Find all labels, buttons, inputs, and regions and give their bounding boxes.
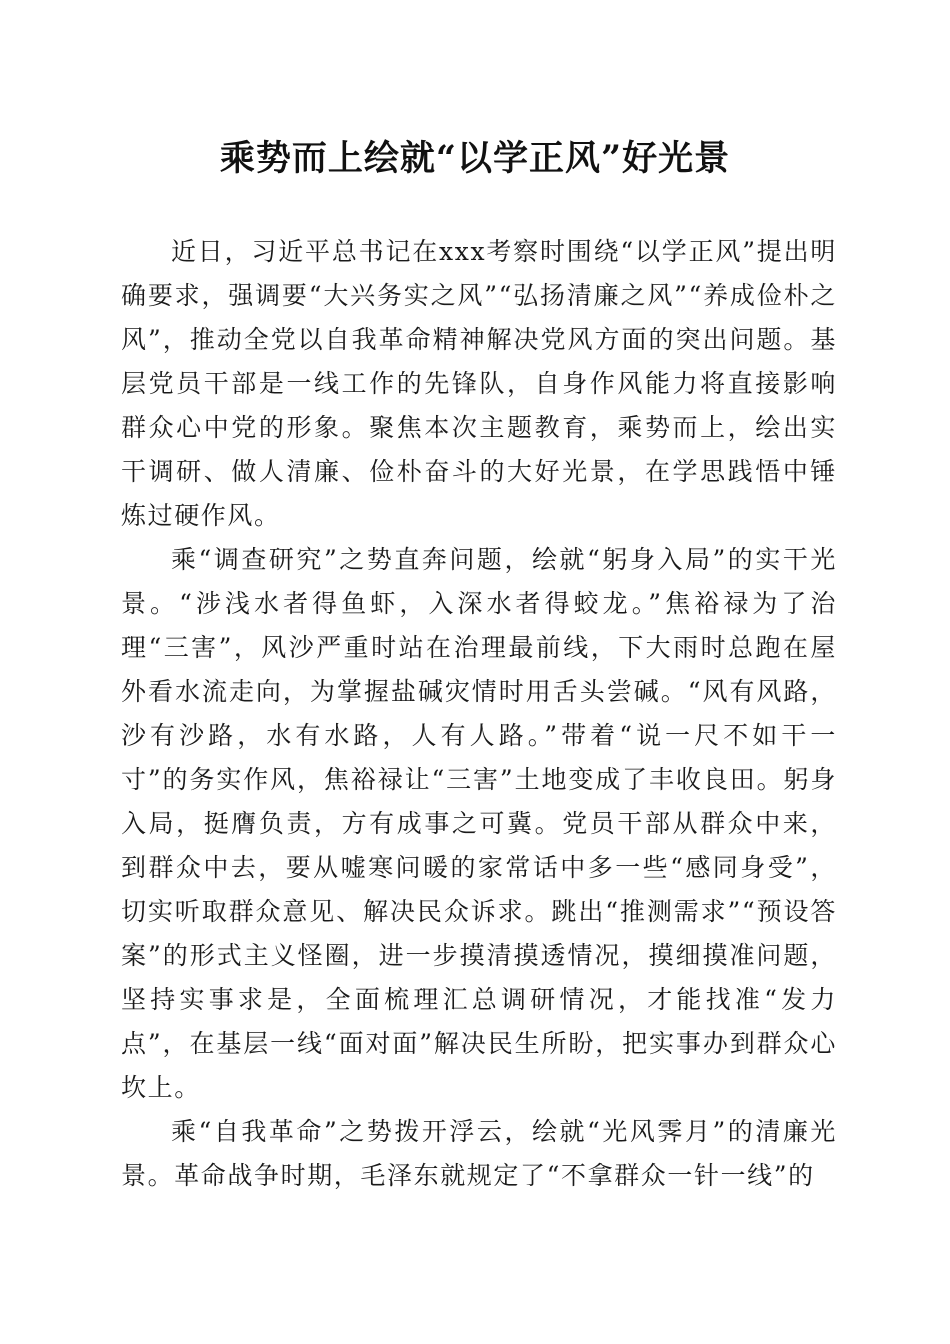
document-title: 乘势而上绘就“以学正风”好光景 — [219, 138, 731, 179]
paragraph-intro: 近日，习近平总书记在xxx考察时围绕“以学正风”提出明确要求，强调要“大兴务实之风”“弘扬清廉之风”“养成俭朴之风”，推动全党以自我革命精神解决党风方面的突出问题。基层党员干部是一线工作的先锋队，自身作风能力将直接影响群众心中党的形象。聚焦本次主题教育，乘势而上，绘出实干调研、做人清廉、俭朴奋斗的大好光景，在学思践悟中锤炼过硬作风。 — [121, 237, 837, 530]
paragraph-self-revolution: 乘“自我革命”之势拨开浮云，绘就“光风霁月”的清廉光景。革命战争时期，毛泽东就规定了“不拿群众一针一线”的 — [121, 1117, 837, 1190]
document-body — [121, 230, 837, 1198]
paragraph-investigation: 乘“调查研究”之势直奔问题，绘就“躬身入局”的实干光景。“涉浅水者得鱼虾，入深水者得蛟龙。”焦裕禄为了治理“三害”，风沙严重时站在治理最前线，下大雨时总跑在屋外看水流走向，为掌握盐碱灾情时用舌头尝碱。“风有风路，沙有沙路，水有水路，人有人路。”带着“说一尺不如干一寸”的务实作风，焦裕禄让“三害”土地变成了丰收良田。躬身入局，挺膺负责，方有成事之可冀。党员干部从群众中来，到群众中去，要从嘘寒问暖的家常话中多一些“感同身受”，切实听取群众意见、解决民众诉求。跳出“推测需求”“预设答案”的形式主义怪圈，进一步摸清摸透情况，摸细摸准问题，坚持实事求是，全面梳理汇总调研情况，才能找准“发力点”，在基层一线“面对面”解决民生所盼，把实事办到群众心坎上。 — [121, 545, 837, 1102]
